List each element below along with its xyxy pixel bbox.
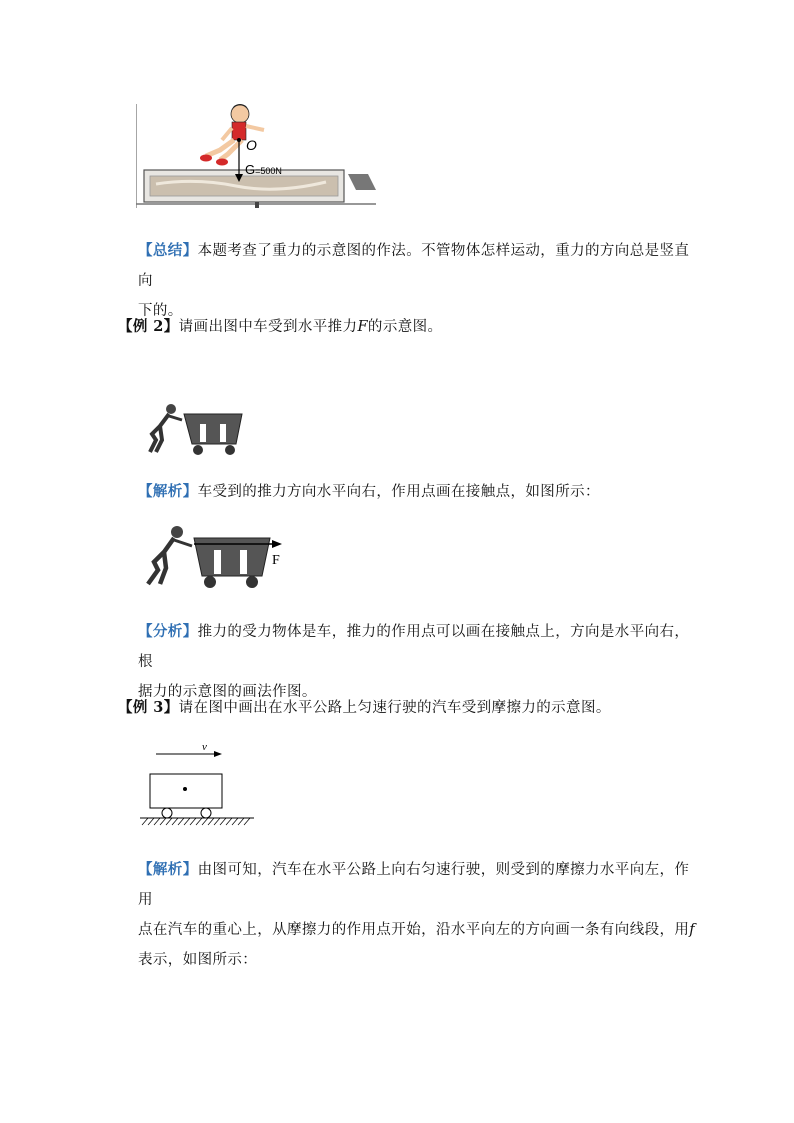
car-body: [150, 774, 222, 808]
example2-fenxi-line1: 推力的受力物体是车，推力的作用点可以画在接触点上，方向是水平向右，根: [138, 624, 690, 670]
gravity-label: G: [245, 162, 256, 177]
gravity-value: =500N: [255, 166, 282, 176]
example2-var: F: [357, 319, 368, 335]
point-label-o: O: [246, 137, 257, 153]
example3-question: [118, 693, 718, 723]
example3-tag: 【例 3】: [118, 699, 179, 716]
example3-line1: 由图可知，汽车在水平公路上向右匀速行驶，则受到的摩擦力水平向左，作用: [138, 862, 690, 908]
summary-line2: 下的。: [138, 303, 183, 319]
example2-jiexi-tag: 【解析】: [138, 483, 198, 500]
example3-jiexi: [138, 855, 698, 975]
summary-line1: 本题考查了重力的示意图的作法。不管物体怎样运动，重力的方向总是竖直向: [138, 243, 690, 289]
example3-line2-pre: 点在汽车的重心上，从摩擦力的作用点开始，沿水平向左的方向画一条有向线段，用: [138, 922, 690, 938]
example3-line3: 表示，如图所示：: [138, 952, 258, 968]
example2-text-post: 的示意图。: [367, 319, 443, 335]
example2-fenxi-tag: 【分析】: [138, 623, 198, 640]
push-cart-force-figure: [138, 520, 288, 592]
push-force-label: F: [272, 553, 280, 568]
example2-fenxi-line2: 据力的示意图的画法作图。: [138, 684, 317, 700]
example3-jiexi-tag: 【解析】: [138, 861, 198, 878]
example2-jiexi: [138, 477, 698, 507]
example2-question: [118, 312, 718, 342]
center-of-gravity: [183, 787, 187, 791]
example2-jiexi-text: 车受到的推力方向水平向右，作用点画在接触点，如图所示：: [197, 484, 600, 500]
velocity-label: v: [202, 742, 207, 753]
svg-text:G=500N: [245, 162, 282, 177]
long-jump-figure: [136, 98, 386, 210]
example2-text-pre: 请画出图中车受到水平推力: [178, 319, 358, 335]
push-cart-figure: [138, 400, 248, 460]
example2-tag: 【例 2】: [118, 318, 179, 335]
example3-text: 请在图中画出在水平公路上匀速行驶的汽车受到摩擦力的示意图。: [178, 700, 611, 716]
car-road-figure: [140, 742, 258, 830]
summary-tag: 【总结】: [138, 242, 198, 259]
example3-line2-var: f: [689, 922, 696, 938]
